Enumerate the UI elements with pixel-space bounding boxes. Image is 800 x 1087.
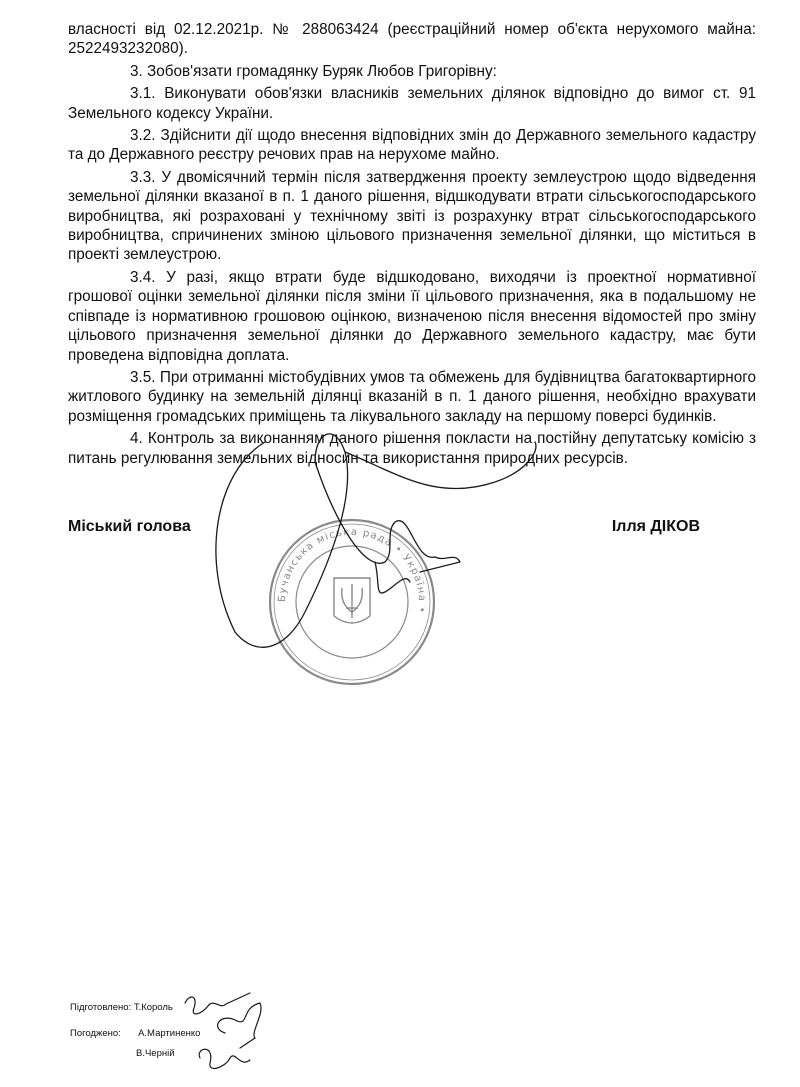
agreed-line-2 [136,1048,175,1060]
agreed-name-2: В.Черній [136,1048,175,1059]
position-title: Міський голова [68,518,191,535]
paragraph-3-2: 3.2. Здійснити дії щодо внесення відповідних змін до Державного земельного кадастру та до Державного реєстру речових прав на нерухоме майно. [68,127,756,164]
approval-initials [180,988,280,1083]
prepared-name: Т.Король [133,1002,173,1013]
agreed-label: Погоджено: [70,1028,121,1039]
prepared-label: Підготовлено: [70,1002,132,1013]
handwritten-signature [195,412,555,662]
document-body [68,20,756,471]
agreed-name-1: А.Мартиненко [138,1028,201,1039]
paragraph-3-4: 3.4. У разі, якщо втрати буде відшкодовано, виходячи із проектної нормативної грошової оцінки земельної ділянки після зміни її цільового призначення, яка в подальшому не співпаде із нормативною грошовою оцінкою, визначеною після внесення відомостей про зміну цільового призначення земельної ділянки до Державного земельного кадастру, має бути проведена відповідна доплата. [68,268,756,364]
prepared-line [70,1002,173,1014]
signatory-name: Ілля ДІКОВ [611,518,700,535]
stamp-text: Бучанська міська рада • Україна • [276,526,428,615]
paragraph-3-1: 3.1. Виконувати обов'язки власників земельних ділянок відповідно до вимог ст. 91 Земельного кодексу України. [68,85,756,122]
paragraph-ownership: власності від 02.12.2021р. № 288063424 (реєстраційний номер об'єкта нерухомого майна: 2522493232080). [68,21,756,58]
paragraph-4: 4. Контроль за виконанням даного рішення покласти на постійну депутатську комісію з питань регулювання земельних відносин та використання природних ресурсів. [68,430,756,467]
paragraph-3: 3. Зобов'язати громадянку Буряк Любов Григорівну: [130,62,497,80]
paragraph-3-3: 3.3. У двомісячний термін після затвердження проекту землеустрою щодо відведення земельної ділянки вказаної в п. 1 даного рішення, відшкодувати втрати сільськогосподарського виробництва, які розраховані у технічному звіті із розрахунку втрат сільськогосподарського виробництва, спричинених зміною цільового призначення земельної ділянки, що міститься в проекті землеустрою. [68,168,756,264]
paragraph-3-5: 3.5. При отриманні містобудівних умов та обмежень для будівництва багатоквартирного житлового будинку на земельній ділянці вказаній в п. 1 даного рішення, необхідно врахувати розміщення громадських приміщень та лікувального закладу на першому поверсі будинків. [68,368,756,425]
